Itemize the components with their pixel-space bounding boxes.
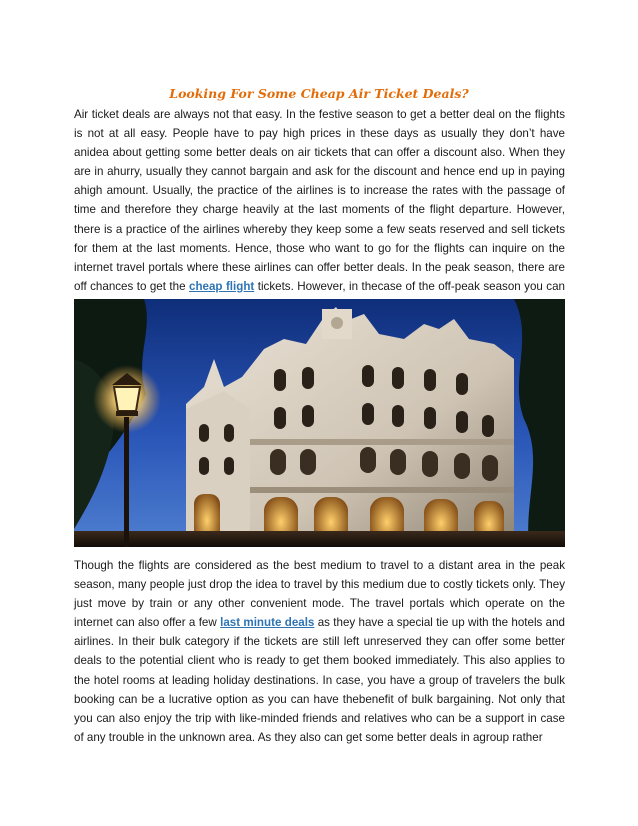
- paragraph-intro-text-b: tickets. However, in thecase of the off-peak season you can: [257, 279, 565, 293]
- hotel-building-photo: [74, 299, 565, 547]
- last-minute-deals-link[interactable]: last minute deals: [220, 616, 315, 630]
- paragraph-intro-text-a: Air ticket deals are always not that easy. In the festive season to get a better deal on the flights is not at all easy. People have to pay high prices in these days as usually they don’t have anidea about getting some better deals on air tickets that can offer a discount also. When they are in ahurry, usually they cannot bargain and ask for the discount and hence end up in paying ahigh amount. Usually, the practice of the airlines is to increase the rates with the passage of time and therefore they charge heavily at the last moments of the flight departure. However, there is a practice of the airlines whereby they keep some a few seats reserved and sell tickets for them at the last moments. Hence, those who want to go for the flights can inquire on the internet travel portals where these airlines can offer better deals. In the peak season, there are off chances to get the: [74, 108, 565, 293]
- paragraph-intro: [74, 105, 565, 315]
- paragraph-bulk-text-b: as they have a special tie up with the hotels and airlines. In their bulk category if the tickets are still left unreserved they can offer some better deals to the potential client who is ready to get them booked immediately. This also applies to the hotel rooms at leading holiday destinations. In case, you have a group of travelers the bulk booking can be a lucrative option as you can have thebenefit of bulk bargaining. Not only that you can also enjoy the trip with like-minded friends and relatives who can be a support in case of any trouble in the unknown area. As they also can get some better deals in agroup rather: [74, 616, 565, 744]
- paragraph-bulk-booking: [74, 556, 565, 747]
- paragraph-bulk-text-a: Though the flights are considered as the best medium to travel to a distant area in the peak season, many people just drop the idea to travel by this medium due to costly tickets only. They just move by train or any other convenient mode. The travel portals which operate on the internet can also offer a few: [74, 559, 565, 630]
- cheap-flight-link[interactable]: cheap flight: [189, 279, 255, 293]
- document-title: Looking For Some Cheap Air Ticket Deals?: [169, 86, 469, 101]
